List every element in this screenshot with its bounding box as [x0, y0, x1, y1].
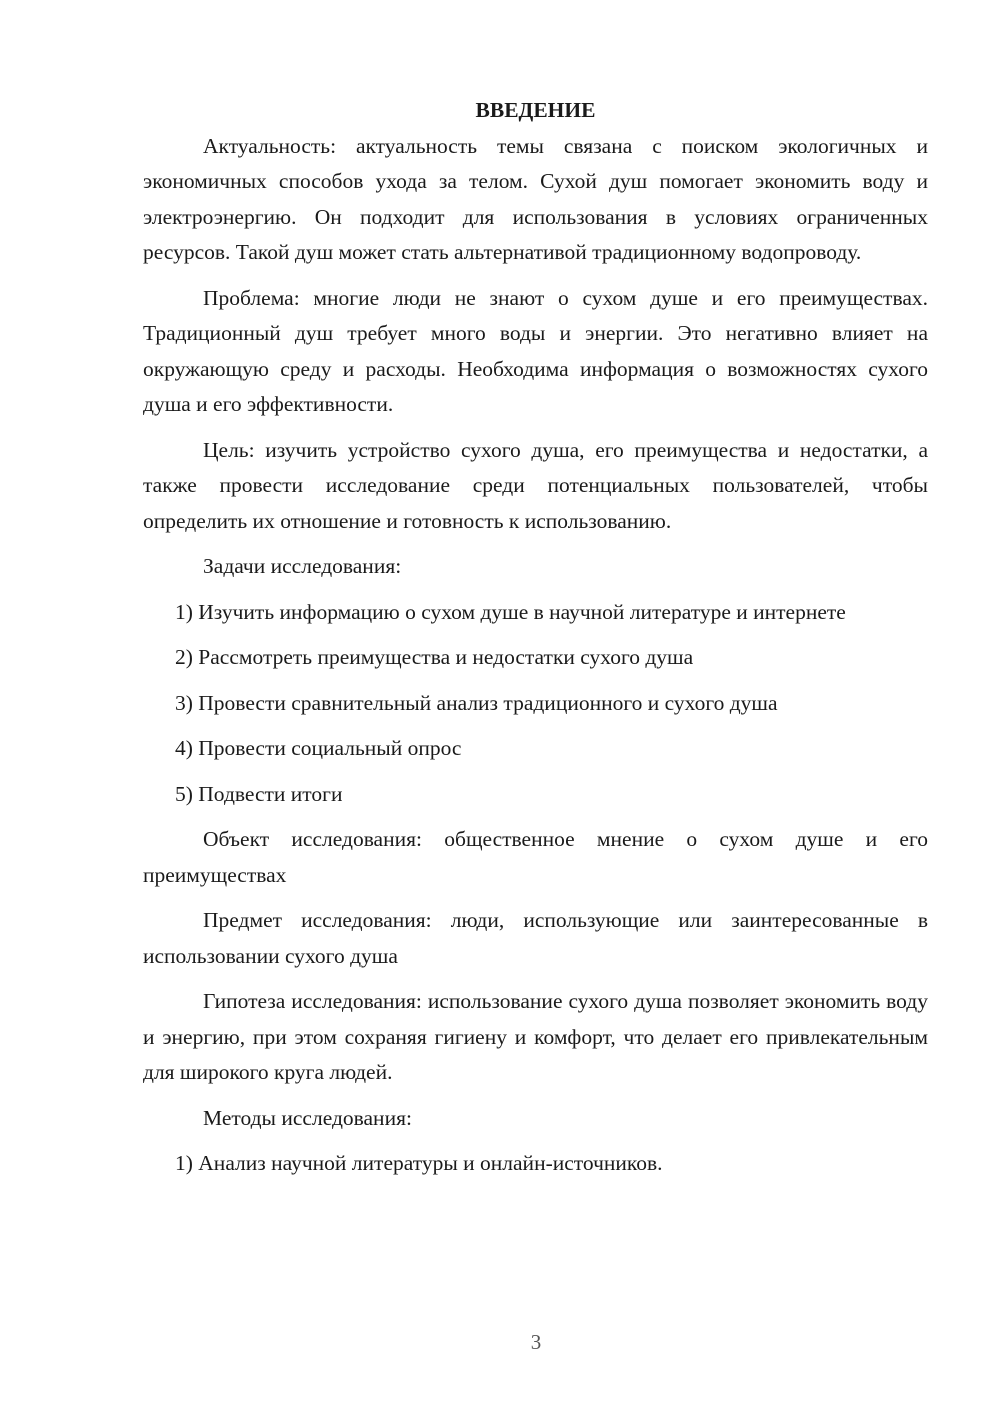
task-item-5: 5) Подвести итоги: [175, 781, 343, 806]
task-item-4: 4) Провести социальный опрос: [175, 736, 462, 760]
task-item-2: 2) Рассмотреть преимущества и недостатки сухого душа: [175, 645, 694, 669]
object-paragraph: Объект исследования: общественное мнение о сухом душе и его преимуществах: [143, 827, 928, 887]
document-page: [143, 93, 928, 1182]
tasks-label: Задачи исследования:: [203, 554, 402, 578]
problem-paragraph: Проблема: многие люди не знают о сухом душе и его преимуществах. Традиционный душ требует много воды и энергии. Это негативно влияет на окружающую среду и расходы. Необходима информация о возможностях сухого душа и его эффективности.: [143, 285, 928, 416]
hypothesis-paragraph: Гипотеза исследования: использование сухого душа позволяет экономить воду и энергию, при этом сохраняя гигиену и комфорт, что делает его привлекательным для широкого круга людей.: [143, 989, 928, 1084]
method-item-1: 1) Анализ научной литературы и онлайн-источников.: [175, 1151, 663, 1175]
task-item-1: 1) Изучить информацию о сухом душе в научной литературе и интернете: [175, 599, 846, 624]
methods-label: Методы исследования:: [203, 1105, 412, 1130]
section-heading: ВВЕДЕНИЕ: [475, 98, 596, 122]
subject-paragraph: Предмет исследования: люди, использующие или заинтересованные в использовании сухого душа: [143, 908, 928, 968]
task-item-3: 3) Провести сравнительный анализ традиционного и сухого душа: [175, 690, 778, 715]
relevance-paragraph: Актуальность: актуальность темы связана с поиском экологичных и экономичных способов ухода за телом. Сухой душ помогает экономить воду и электроэнергию. Он подходит для использования в условиях ограниченных ресурсов. Такой душ может стать альтернативой традиционному водопроводу.: [143, 133, 928, 264]
goal-paragraph: Цель: изучить устройство сухого душа, его преимущества и недостатки, а также провести исследование среди потенциальных пользователей, чтобы определить их отношение и готовность к использованию.: [143, 437, 928, 533]
page-number: 3: [530, 1330, 542, 1354]
